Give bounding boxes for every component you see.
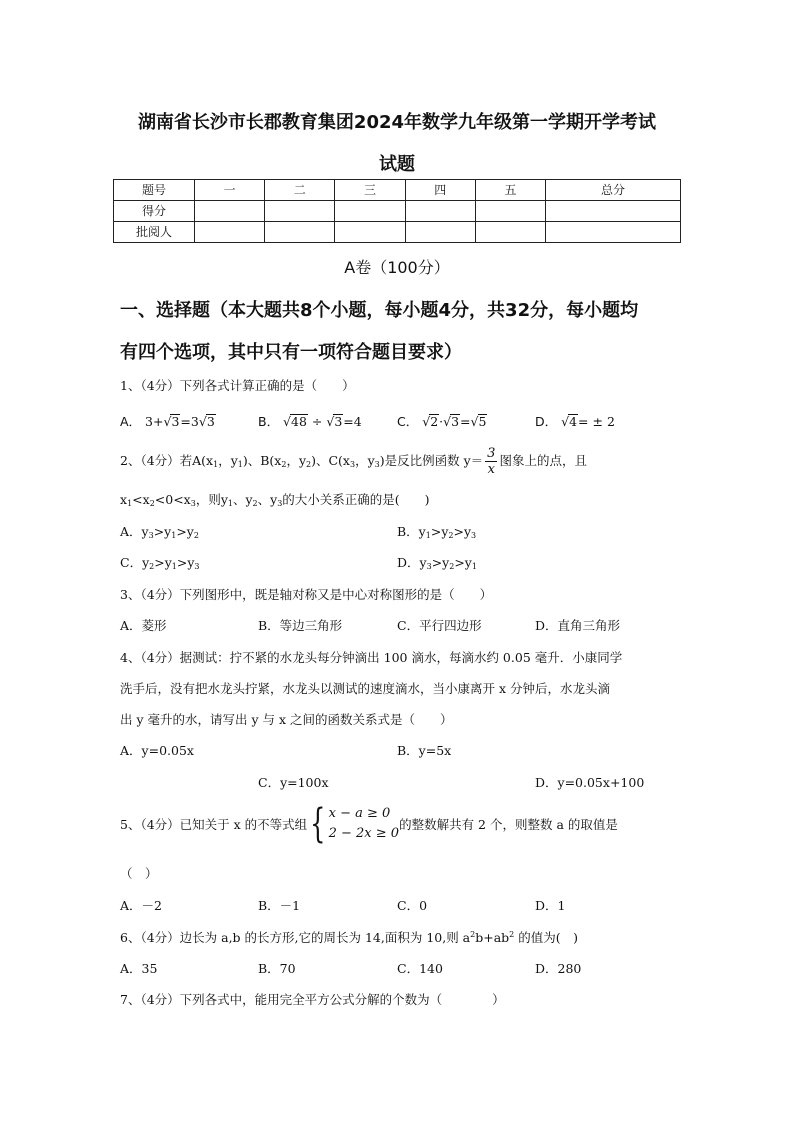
q2-text: x — [120, 492, 128, 507]
q2-d-text: D．y — [397, 555, 427, 570]
question-4-line1: 4、（4分）据测试：拧不紧的水龙头每分钟滴出 100 滴水，每滴水约 0.05 毫升．小康同学 — [120, 650, 623, 665]
q5-brace: { — [310, 801, 326, 847]
question-4-line2: 洗手后，没有把水龙头拧紧，水龙头以测试的速度滴水，当小康离开 x 分钟后，水龙头滴 — [120, 681, 610, 696]
q2-option-c — [120, 553, 200, 571]
q2-sub: 2 — [252, 499, 258, 508]
score-header-cell: 五 — [475, 180, 545, 201]
part1-heading-line1: 一、选择题（本大题共8个小题，每小题4分，共32分，每小题均 — [120, 300, 639, 321]
q2-a-text: >y — [153, 524, 172, 539]
q6-stem-a: 6、（4分）边长为 a,b 的长方形,它的周长为 14,面积为 10,则 a — [120, 930, 471, 945]
q5-option-d: D．1 — [535, 898, 566, 913]
q2-c-text: >y — [154, 555, 172, 570]
q2-a-text: >y — [176, 524, 194, 539]
q2-c-sub: 1 — [171, 562, 177, 571]
q3-option-a: A．菱形 — [120, 618, 167, 633]
q5-inequality-2: 2 − 2x ≥ 0 — [328, 826, 400, 841]
q1-b-label: B． — [258, 414, 280, 429]
q2-sub: 2 — [306, 460, 312, 469]
q2-c-text: C．y — [120, 555, 150, 570]
score-cell — [265, 201, 335, 222]
q2-b-sub: 2 — [448, 531, 454, 540]
q1-c-rad2: 3 — [451, 414, 460, 429]
q2-a-sub: 2 — [193, 531, 199, 540]
q4-option-b: B．y=5x — [397, 743, 452, 758]
score-header-cell: 一 — [195, 180, 265, 201]
q1-option-c: C． √2·√3=√5 — [397, 414, 487, 429]
question-3-stem: 3、（4分）下列图形中，既是轴对称又是中心对称图形的是（ ） — [120, 587, 493, 602]
score-header-cell: 总分 — [546, 180, 681, 201]
q2-sub: 3 — [190, 499, 196, 508]
q2-b-text: B．y — [397, 524, 426, 539]
score-header-cell: 三 — [335, 180, 405, 201]
q1-d-rad1: 4 — [569, 414, 578, 429]
q1-a-mid: =3 — [180, 414, 199, 429]
q2-d-text: >y — [454, 555, 472, 570]
q2-c-sub: 3 — [194, 562, 200, 571]
q2-sub: 3 — [374, 460, 380, 469]
q2-text: )是反比例函数 y＝ — [379, 453, 484, 468]
q2-sub: 3 — [277, 499, 283, 508]
q2-fraction — [485, 446, 497, 477]
question-5-paren: （ ） — [120, 866, 158, 881]
score-table-row — [114, 201, 681, 222]
part1-heading-line2: 有四个选项，其中只有一项符合题目要求） — [120, 342, 462, 363]
q1-c-dot: · — [439, 414, 444, 429]
q3-option-b: B．等边三角形 — [258, 618, 343, 633]
score-cell — [335, 222, 405, 243]
q2-text: 、y — [257, 492, 278, 507]
q1-option-a: A． 3+√3=3√3 — [120, 414, 215, 429]
question-6-stem — [120, 928, 578, 946]
q2-a-sub: 1 — [171, 531, 177, 540]
score-cell — [405, 201, 475, 222]
q1-c-rad1: 2 — [430, 414, 439, 429]
q2-text: 2、（4分）若A(x — [120, 453, 214, 468]
q5-option-a: A．－2 — [120, 898, 162, 913]
q2-sub: 1 — [237, 460, 243, 469]
q1-option-b: B． √48 ÷ √3=4 — [258, 414, 362, 429]
q2-text: ，则y — [195, 492, 228, 507]
q2-b-sub: 1 — [425, 531, 431, 540]
q6-sup: 2 — [509, 929, 515, 939]
q1-b-rad1: 48 — [291, 414, 307, 429]
q2-b-text: >y — [453, 524, 472, 539]
score-cell — [546, 222, 681, 243]
q6-option-c: C．140 — [397, 961, 443, 976]
q2-frac-num: 3 — [487, 446, 496, 461]
q2-text: 图象上的点，且 — [499, 453, 587, 468]
q6-stem-b: b+ab — [475, 930, 510, 945]
q5-stem-b: 的整数解共有 2 个，则整数 a 的取值是 — [399, 817, 618, 832]
score-cell — [546, 201, 681, 222]
q2-text: 的大小关系正确的是( ) — [282, 492, 430, 507]
q1-b-rad2: 3 — [334, 414, 343, 429]
q3-option-c: C．平行四边形 — [397, 618, 482, 633]
score-row-label: 批阅人 — [114, 222, 195, 243]
score-table-header-row — [114, 180, 681, 201]
q6-option-d: D．280 — [535, 961, 582, 976]
q2-d-sub: 1 — [471, 562, 477, 571]
q2-text: <x — [132, 492, 150, 507]
q2-text: )、C(x — [311, 453, 350, 468]
q2-d-sub: 3 — [426, 562, 432, 571]
q1-a-rad1: 3 — [171, 414, 180, 429]
q2-option-d — [397, 553, 477, 571]
q1-a-rad2: 3 — [206, 414, 215, 429]
q2-text: <0<x — [154, 492, 191, 507]
q2-b-sub: 3 — [471, 531, 477, 540]
q2-sub: 3 — [349, 460, 356, 469]
score-table — [113, 179, 681, 243]
q1-c-eq: = — [460, 414, 471, 429]
exam-title-line2: 试题 — [379, 154, 415, 175]
q2-sub: 2 — [149, 499, 155, 508]
question-1-stem: 1、（4分）下列各式计算正确的是（ ） — [120, 378, 355, 393]
q2-a-text: A．y — [120, 524, 149, 539]
question-2-line2 — [120, 490, 430, 508]
q1-b-post: =4 — [343, 414, 362, 429]
score-header-cell: 题号 — [114, 180, 195, 201]
q2-frac-den: x — [487, 462, 495, 477]
q4-option-d: D．y=0.05x+100 — [535, 775, 645, 790]
q1-a-pre: 3+ — [145, 414, 164, 429]
q1-a-label: A． — [120, 414, 142, 429]
q6-sup: 2 — [470, 929, 476, 939]
q3-option-d: D．直角三角形 — [535, 618, 621, 633]
q1-d-label: D． — [535, 414, 558, 429]
q5-option-b: B．－1 — [258, 898, 301, 913]
q2-text: )、B(x — [242, 453, 282, 468]
q2-sub: 1 — [227, 499, 233, 508]
score-cell — [265, 222, 335, 243]
q6-option-b: B．70 — [258, 961, 296, 976]
score-header-cell: 四 — [405, 180, 475, 201]
q1-d-post: = ± 2 — [578, 414, 615, 429]
q1-option-d: D． √4= ± 2 — [535, 414, 615, 429]
q5-option-c: C．0 — [397, 898, 428, 913]
q2-a-sub: 3 — [148, 531, 154, 540]
score-cell — [335, 201, 405, 222]
q4-option-a: A．y=0.05x — [120, 743, 194, 758]
q2-c-sub: 2 — [149, 562, 155, 571]
score-table-row — [114, 222, 681, 243]
q6-option-a: A．35 — [120, 961, 158, 976]
question-7-stem: 7、（4分）下列各式中，能用完全平方公式分解的个数为（ ） — [120, 992, 505, 1007]
q2-text: ，y — [286, 453, 307, 468]
score-cell — [475, 201, 545, 222]
score-cell — [195, 201, 265, 222]
q1-c-label: C． — [397, 414, 419, 429]
q5-inequality-1: x − a ≥ 0 — [328, 806, 391, 821]
q2-b-text: >y — [430, 524, 449, 539]
score-header-cell: 二 — [265, 180, 335, 201]
q1-c-rad3: 5 — [478, 414, 487, 429]
section-a-heading: A卷（100分） — [344, 258, 450, 277]
q5-inequality-system — [329, 804, 399, 844]
q1-b-mid: ÷ — [307, 414, 327, 429]
q2-text: 、y — [232, 492, 253, 507]
score-cell — [475, 222, 545, 243]
q2-text: ，y — [218, 453, 238, 468]
q2-c-text: >y — [176, 555, 195, 570]
q2-option-a — [120, 522, 199, 540]
question-5-stem — [120, 801, 618, 847]
q2-sub: 1 — [127, 499, 133, 508]
score-cell — [405, 222, 475, 243]
question-4-line3: 出 y 毫升的水，请写出 y 与 x 之间的函数关系式是（ ） — [120, 712, 453, 727]
q2-sub: 2 — [281, 460, 287, 469]
q2-d-text: >y — [431, 555, 450, 570]
q2-text: ，y — [355, 453, 375, 468]
q5-stem-a: 5、（4分）已知关于 x 的不等式组 — [120, 817, 308, 832]
score-row-label: 得分 — [114, 201, 195, 222]
q2-sub: 1 — [213, 460, 219, 469]
q2-d-sub: 2 — [449, 562, 455, 571]
q4-option-c: C．y=100x — [258, 775, 329, 790]
score-cell — [195, 222, 265, 243]
question-2-stem — [120, 446, 587, 477]
q2-option-b — [397, 522, 476, 540]
q6-stem-c: 的值为( ) — [514, 930, 578, 945]
exam-title-line1: 湖南省长沙市长郡教育集团2024年数学九年级第一学期开学考试 — [137, 112, 657, 133]
